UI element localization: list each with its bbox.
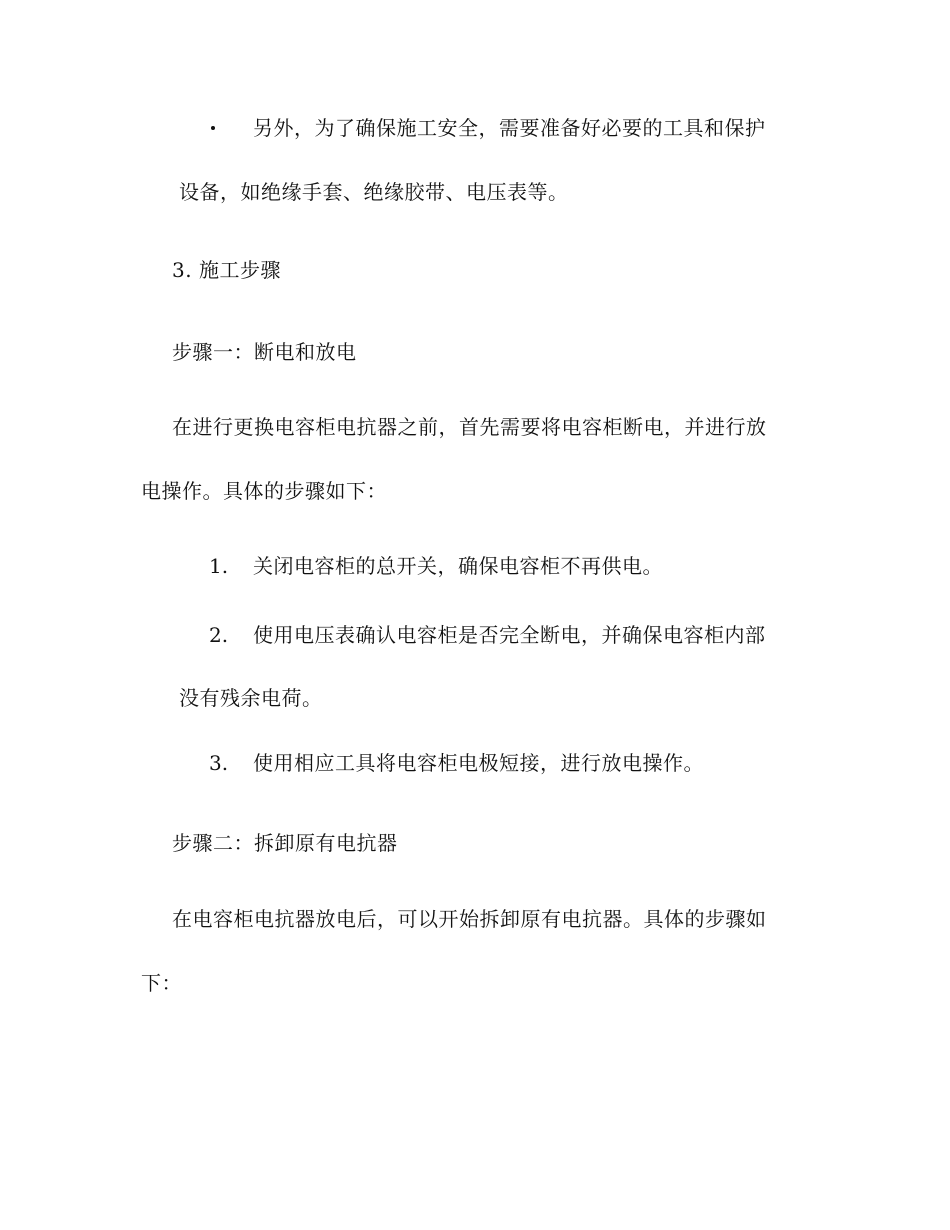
list-item-1-line-1: 关闭电容柜的总开关，确保电容柜不再供电。 [253,554,663,578]
bullet-item-line-2: 设备，如绝缘手套、绝缘胶带、电压表等。 [179,180,569,204]
step-2-title: 步骤二：拆卸原有电抗器 [172,831,398,855]
bullet-marker [211,126,215,130]
step-1-intro-line-2: 电操作。具体的步骤如下： [141,479,387,503]
section-heading: 3. 施工步骤 [172,258,281,282]
list-number: 2. [209,623,229,647]
step-2-intro-line-2: 下： [141,971,182,995]
list-number: 3. [209,751,229,775]
list-item-2-line-1: 使用电压表确认电容柜是否完全断电，并确保电容柜内部 [253,623,766,647]
list-item-2-line-2: 没有残余电荷。 [179,686,323,710]
step-1-intro-line-1: 在进行更换电容柜电抗器之前，首先需要将电容柜断电，并进行放 [172,415,767,439]
list-number: 1. [209,554,229,578]
step-1-title: 步骤一：断电和放电 [172,340,357,364]
bullet-item-line-1: 另外，为了确保施工安全，需要准备好必要的工具和保护 [253,116,766,140]
list-item-3-line-1: 使用相应工具将电容柜电极短接，进行放电操作。 [253,751,704,775]
step-2-intro-line-1: 在电容柜电抗器放电后，可以开始拆卸原有电抗器。具体的步骤如 [172,907,767,931]
